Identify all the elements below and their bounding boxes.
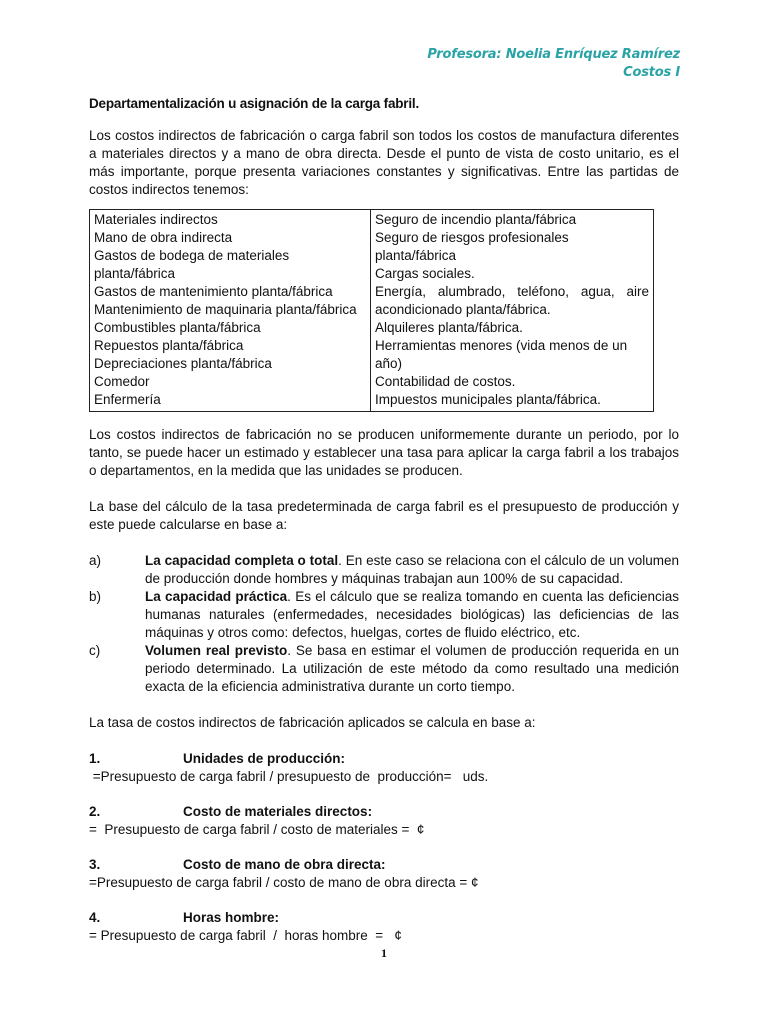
table-item: Combustibles planta/fábrica xyxy=(94,320,261,335)
page-number: 1 xyxy=(381,946,387,960)
table-left-column xyxy=(90,210,371,412)
list-item xyxy=(89,642,679,696)
header-author: Profesora: Noelia Enríquez Ramírez xyxy=(427,47,680,62)
formula-text: =Presupuesto de carga fabril / presupuesto de producción= uds. xyxy=(89,769,489,784)
formula-number: 1. xyxy=(89,751,101,766)
indirect-costs-table xyxy=(89,209,654,412)
list-item-letter: b) xyxy=(89,589,102,604)
list-item-letter: a) xyxy=(89,553,102,568)
table-item: Enfermería xyxy=(94,392,161,407)
formula-heading: Costo de mano de obra directa: xyxy=(183,857,386,872)
header-course: Costos I xyxy=(623,65,680,80)
document-body xyxy=(89,95,679,962)
table-item: Cargas sociales. xyxy=(375,266,475,281)
formula-item xyxy=(89,750,679,786)
base-calculation-paragraph: La base del cálculo de la tasa predeterminada de carga fabril es el presupuesto de producción y este puede calcularse en base a: xyxy=(89,499,679,532)
list-item xyxy=(89,552,679,588)
formula-item xyxy=(89,803,679,839)
formula-heading: Costo de materiales directos: xyxy=(183,804,373,819)
document-title: Departamentalización u asignación de la carga fabril. xyxy=(89,96,420,111)
formula-text: =Presupuesto de carga fabril / costo de mano de obra directa = ¢ xyxy=(89,875,479,890)
list-item-term: La capacidad práctica xyxy=(145,589,288,604)
intro-paragraph: Los costos indirectos de fabricación o carga fabril son todos los costos de manufactura diferentes a materiales directos y a mano de obra directa. Desde el punto de vista de costo unitario, es el más importante, porque presenta variaciones constantes y significativas. Entre las partidas de costos indirectos tenemos: xyxy=(89,128,679,197)
table-item: Herramientas menores (vida menos de un año) xyxy=(375,338,628,371)
table-item: Gastos de bodega de materiales planta/fábrica xyxy=(94,248,290,281)
table-item: Gastos de mantenimiento planta/fábrica xyxy=(94,284,333,299)
table-right-column xyxy=(371,210,654,412)
table-item: Comedor xyxy=(94,374,150,389)
table-item: Alquileres planta/fábrica. xyxy=(375,320,523,335)
formula-number: 3. xyxy=(89,857,101,872)
table-item: Impuestos municipales planta/fábrica. xyxy=(375,392,601,407)
uniformity-paragraph: Los costos indirectos de fabricación no se producen uniformemente durante un periodo, por lo tanto, se puede hacer un estimado y establecer una tasa para aplicar la carga fabril a los trabajos o departamentos, en la medida que las unidades se producen. xyxy=(89,427,679,478)
table-item: Energía, alumbrado, teléfono, agua, aire acondicionado planta/fábrica. xyxy=(375,284,649,317)
capacity-options-list xyxy=(89,552,679,696)
list-item-letter: c) xyxy=(89,643,101,658)
formula-heading: Unidades de producción: xyxy=(183,751,346,766)
list-item-text: . En este caso se relaciona con el cálculo de un volumen de producción donde hombres y máquinas trabajan aun 100% de su capacidad. xyxy=(145,553,680,586)
rate-paragraph: La tasa de costos indirectos de fabricación aplicados se calcula en base a: xyxy=(89,715,536,730)
list-item-text: . Es el cálculo que se realiza tomando en cuenta las deficiencias humanas naturales (enfermedades, necesidades biológicas) las deficiencias de las máquinas y otros como: defectos, huelgas, cortes de fluido eléctrico, etc. xyxy=(145,589,679,640)
table-item: Mantenimiento de maquinaria planta/fábrica xyxy=(94,302,357,317)
formula-text: = Presupuesto de carga fabril / horas hombre = ¢ xyxy=(89,928,402,943)
formula-item xyxy=(89,909,679,945)
page-header xyxy=(427,46,680,82)
list-item-term: Volumen real previsto xyxy=(145,643,288,658)
list-item-text: . Se basa en estimar el volumen de producción requerida en un periodo determinado. La utilización de este método da como resultado una medición exacta de la eficiencia administrativa durante un corto tiempo. xyxy=(145,643,679,694)
list-item-term: La capacidad completa o total xyxy=(145,553,339,568)
table-item: Contabilidad de costos. xyxy=(375,374,516,389)
table-item: Repuestos planta/fábrica xyxy=(94,338,244,353)
table-item: Materiales indirectos xyxy=(94,212,218,227)
formula-number: 4. xyxy=(89,910,101,925)
formula-heading: Horas hombre: xyxy=(183,910,280,925)
formula-number: 2. xyxy=(89,804,101,819)
table-item: Depreciaciones planta/fábrica xyxy=(94,356,272,371)
formula-text: = Presupuesto de carga fabril / costo de materiales = ¢ xyxy=(89,822,425,837)
table-item: Seguro de incendio planta/fábrica xyxy=(375,212,577,227)
list-item xyxy=(89,588,679,642)
formula-item xyxy=(89,856,679,892)
table-item: Mano de obra indirecta xyxy=(94,230,233,245)
table-item: Seguro de riesgos profesionales planta/fábrica xyxy=(375,230,569,263)
